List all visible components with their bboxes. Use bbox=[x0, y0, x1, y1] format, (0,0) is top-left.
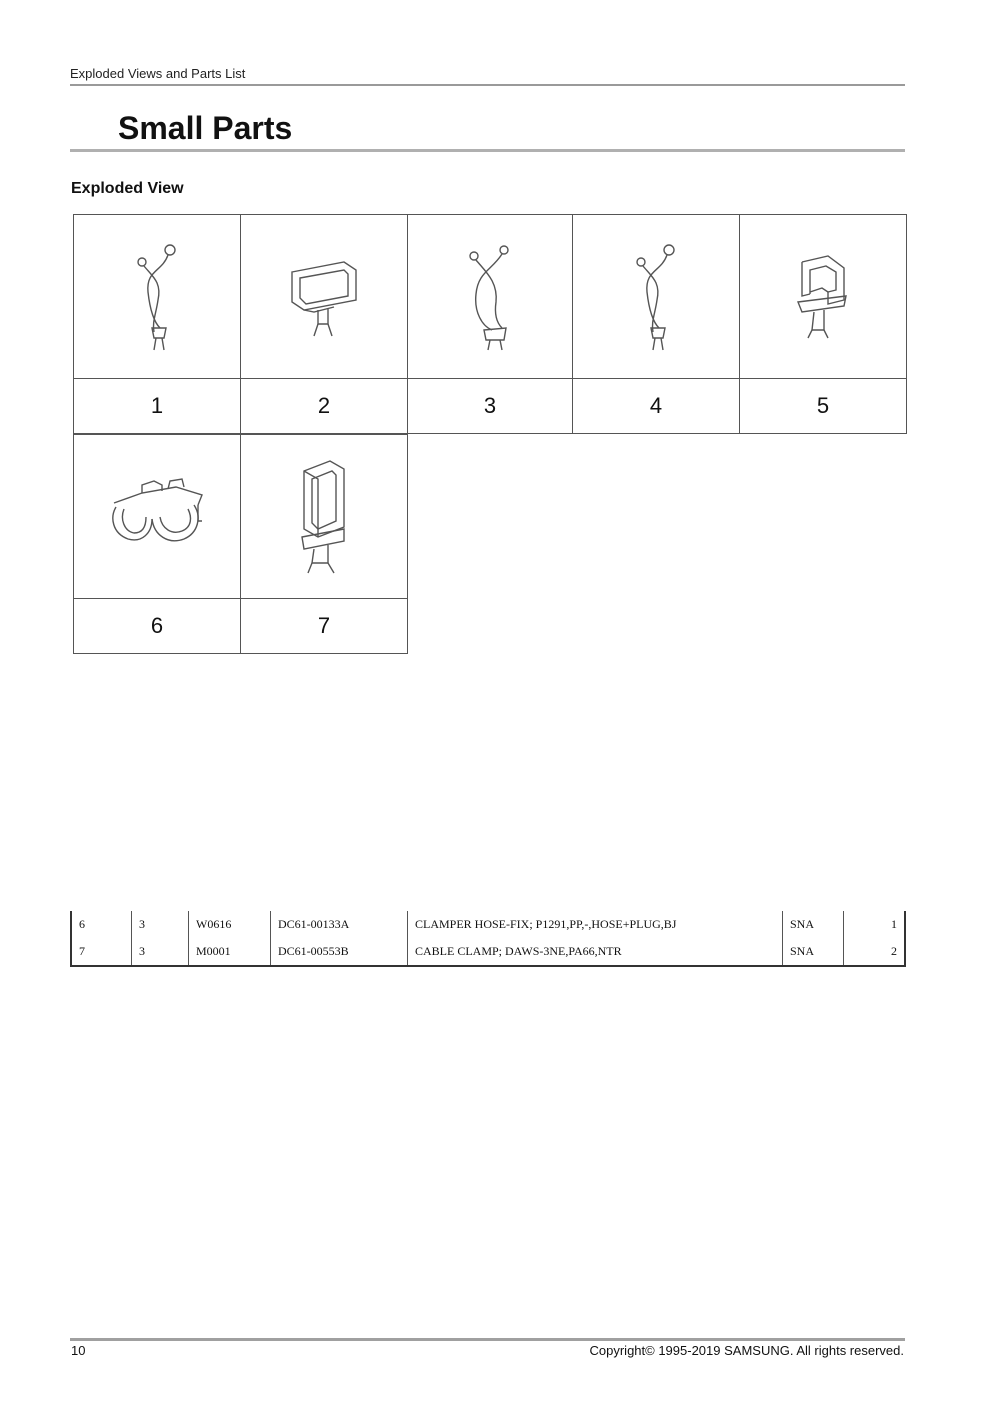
hose-clip-icon bbox=[462, 242, 518, 352]
parts-list-table bbox=[70, 911, 906, 967]
hose-clip-icon bbox=[631, 242, 681, 352]
title-rule bbox=[70, 149, 905, 152]
cell-description: CABLE CLAMP; DAWS-3NE,PA66,NTR bbox=[408, 938, 783, 966]
running-header: Exploded Views and Parts List bbox=[70, 66, 246, 81]
cell-status: SNA bbox=[783, 911, 844, 938]
hook-clamp-icon bbox=[788, 252, 858, 342]
part-cell-3 bbox=[408, 215, 573, 379]
part-label-7: 7 bbox=[241, 599, 408, 654]
cell-location: M0001 bbox=[189, 938, 271, 966]
part-cell-5 bbox=[740, 215, 907, 379]
cell-status: SNA bbox=[783, 938, 844, 966]
cell-level: 3 bbox=[132, 938, 189, 966]
frame-clamp-icon bbox=[284, 252, 364, 342]
cell-description: CLAMPER HOSE-FIX; P1291,PP,-,HOSE+PLUG,BJ bbox=[408, 911, 783, 938]
cell-qty: 1 bbox=[844, 911, 906, 938]
hose-clip-icon bbox=[132, 242, 182, 352]
part-cell-7 bbox=[241, 435, 408, 599]
table-row bbox=[71, 911, 905, 938]
part-label-4: 4 bbox=[573, 379, 740, 434]
part-cell-1 bbox=[74, 215, 241, 379]
double-clamp-icon bbox=[102, 477, 212, 557]
copyright-notice: Copyright© 1995-2019 SAMSUNG. All rights reserved. bbox=[589, 1343, 904, 1358]
cell-level: 3 bbox=[132, 911, 189, 938]
part-label-1: 1 bbox=[74, 379, 241, 434]
parts-grid-row-2 bbox=[73, 434, 408, 654]
part-cell-6 bbox=[74, 435, 241, 599]
cell-no: 6 bbox=[71, 911, 132, 938]
part-cell-4 bbox=[573, 215, 740, 379]
header-rule bbox=[70, 84, 905, 86]
section-heading: Exploded View bbox=[71, 180, 184, 197]
part-label-3: 3 bbox=[408, 379, 573, 434]
part-cell-2 bbox=[241, 215, 408, 379]
part-label-5: 5 bbox=[740, 379, 907, 434]
cell-location: W0616 bbox=[189, 911, 271, 938]
page-number: 10 bbox=[71, 1343, 86, 1358]
cell-code: DC61-00133A bbox=[271, 911, 408, 938]
table-row bbox=[71, 938, 905, 966]
part-label-6: 6 bbox=[74, 599, 241, 654]
cell-no: 7 bbox=[71, 938, 132, 966]
part-label-2: 2 bbox=[241, 379, 408, 434]
footer-rule bbox=[70, 1338, 905, 1341]
page-title: Small Parts bbox=[118, 110, 293, 146]
cable-clamp-icon bbox=[294, 457, 354, 577]
cell-qty: 2 bbox=[844, 938, 906, 966]
parts-grid-row-1 bbox=[73, 214, 907, 434]
cell-code: DC61-00553B bbox=[271, 938, 408, 966]
